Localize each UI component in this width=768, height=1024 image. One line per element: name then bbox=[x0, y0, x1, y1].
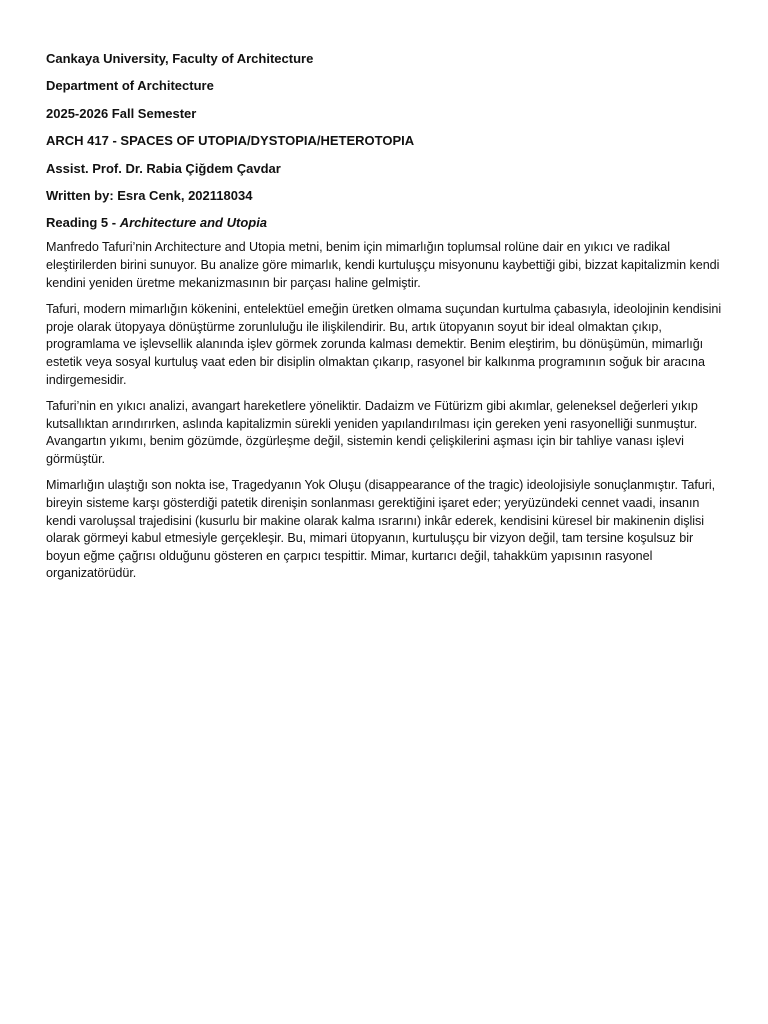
course-line: ARCH 417 - SPACES OF UTOPIA/DYSTOPIA/HETEROTOPIA bbox=[46, 133, 415, 149]
body-paragraph-4: Mimarlığın ulaştığı son nokta ise, Tragedyanın Yok Oluşu (disappearance of the tragic) ideolojisiyle sonuçlanmıştır. Tafuri, bireyin sisteme karşı gösterdiği patetik direnişin sonlanması gerektiğini işaret eder; yeryüzündeki cennet vaadi, insanın kendi varoluşsal trajedisini (kusurlu bir makine olarak kalma ısrarını) inkâr ederek, kendisini küresel bir makinenin dişlisi olarak görmeyi kabul etmesiyle gerçekleşir. Bu, mimari ütopyanın, kurtuluşçu bir vizyon değil, tam tersine koşulsuz bir boyun eğme çağrısı olduğunu gösteren en çarpıcı tespittir. Mimar, kurtarıcı değil, tahakküm yapısının rasyonel organizatörüdür. bbox=[46, 478, 716, 581]
reading-prefix: Reading 5 - bbox=[46, 215, 120, 231]
university-line: Cankaya University, Faculty of Architecture bbox=[46, 51, 314, 66]
semester-line: 2025-2026 Fall Semester bbox=[46, 105, 197, 121]
department-line: Department of Architecture bbox=[46, 78, 214, 94]
instructor-line: Assist. Prof. Dr. Rabia Çiğdem Çavdar bbox=[46, 160, 281, 176]
body-paragraph-2: Tafuri, modern mimarlığın kökenini, entelektüel emeğin üretken olmama suçundan kurtulma çabasıyla, ideolojinin kendisini proje olarak ütopyaya dönüştürme zorunluluğu ile ilişkilendirir. Bu, artık ütopyanın soyut bir ideal olmaktan çıkıp, programlama ve işlevsellik alanında işlev görmek zorunda kalması demektir. Benim eleştirim, bu dönüşümün, mimarlığı estetik veya sosyal kurtuluş vaat eden bir disiplin olmaktan çıkarıp, rasyonel bir kalkınma programının soğuk bir aracına indirgemesidir. bbox=[46, 302, 722, 387]
document-page bbox=[46, 50, 722, 592]
author-line: Written by: Esra Cenk, 202118034 bbox=[46, 187, 253, 203]
reading-heading bbox=[46, 214, 722, 232]
body-paragraph-3: Tafuri’nin en yıkıcı analizi, avangart hareketlere yöneliktir. Dadaizm ve Fütürizm gibi akımlar, geleneksel değerleri yıkıp kutsallıktan arındırırken, aslında kapitalizmin sürekli yeniden yapılandırılması için gereken yeni rasyonelliği sunmuştur. Avangartın yıkımı, benim gözümde, özgürleşme değil, sistemin kendi çelişkilerini aşması için bir tahliye vanası işlevi görmüştür. bbox=[46, 399, 698, 466]
reading-title: Architecture and Utopia bbox=[119, 215, 268, 231]
body-paragraph-1: Manfredo Tafuri’nin Architecture and Utopia metni, benim için mimarlığın toplumsal rolüne dair en yıkıcı ve radikal eleştirilerden birini sunuyor. Bu analize göre mimarlık, kendi kurtuluşçu misyonunu kaybettiği gibi, bizzat kapitalizmin kendi kendini yeniden üretme mekanizmasının bir parçası haline gelmiştir. bbox=[46, 240, 720, 290]
